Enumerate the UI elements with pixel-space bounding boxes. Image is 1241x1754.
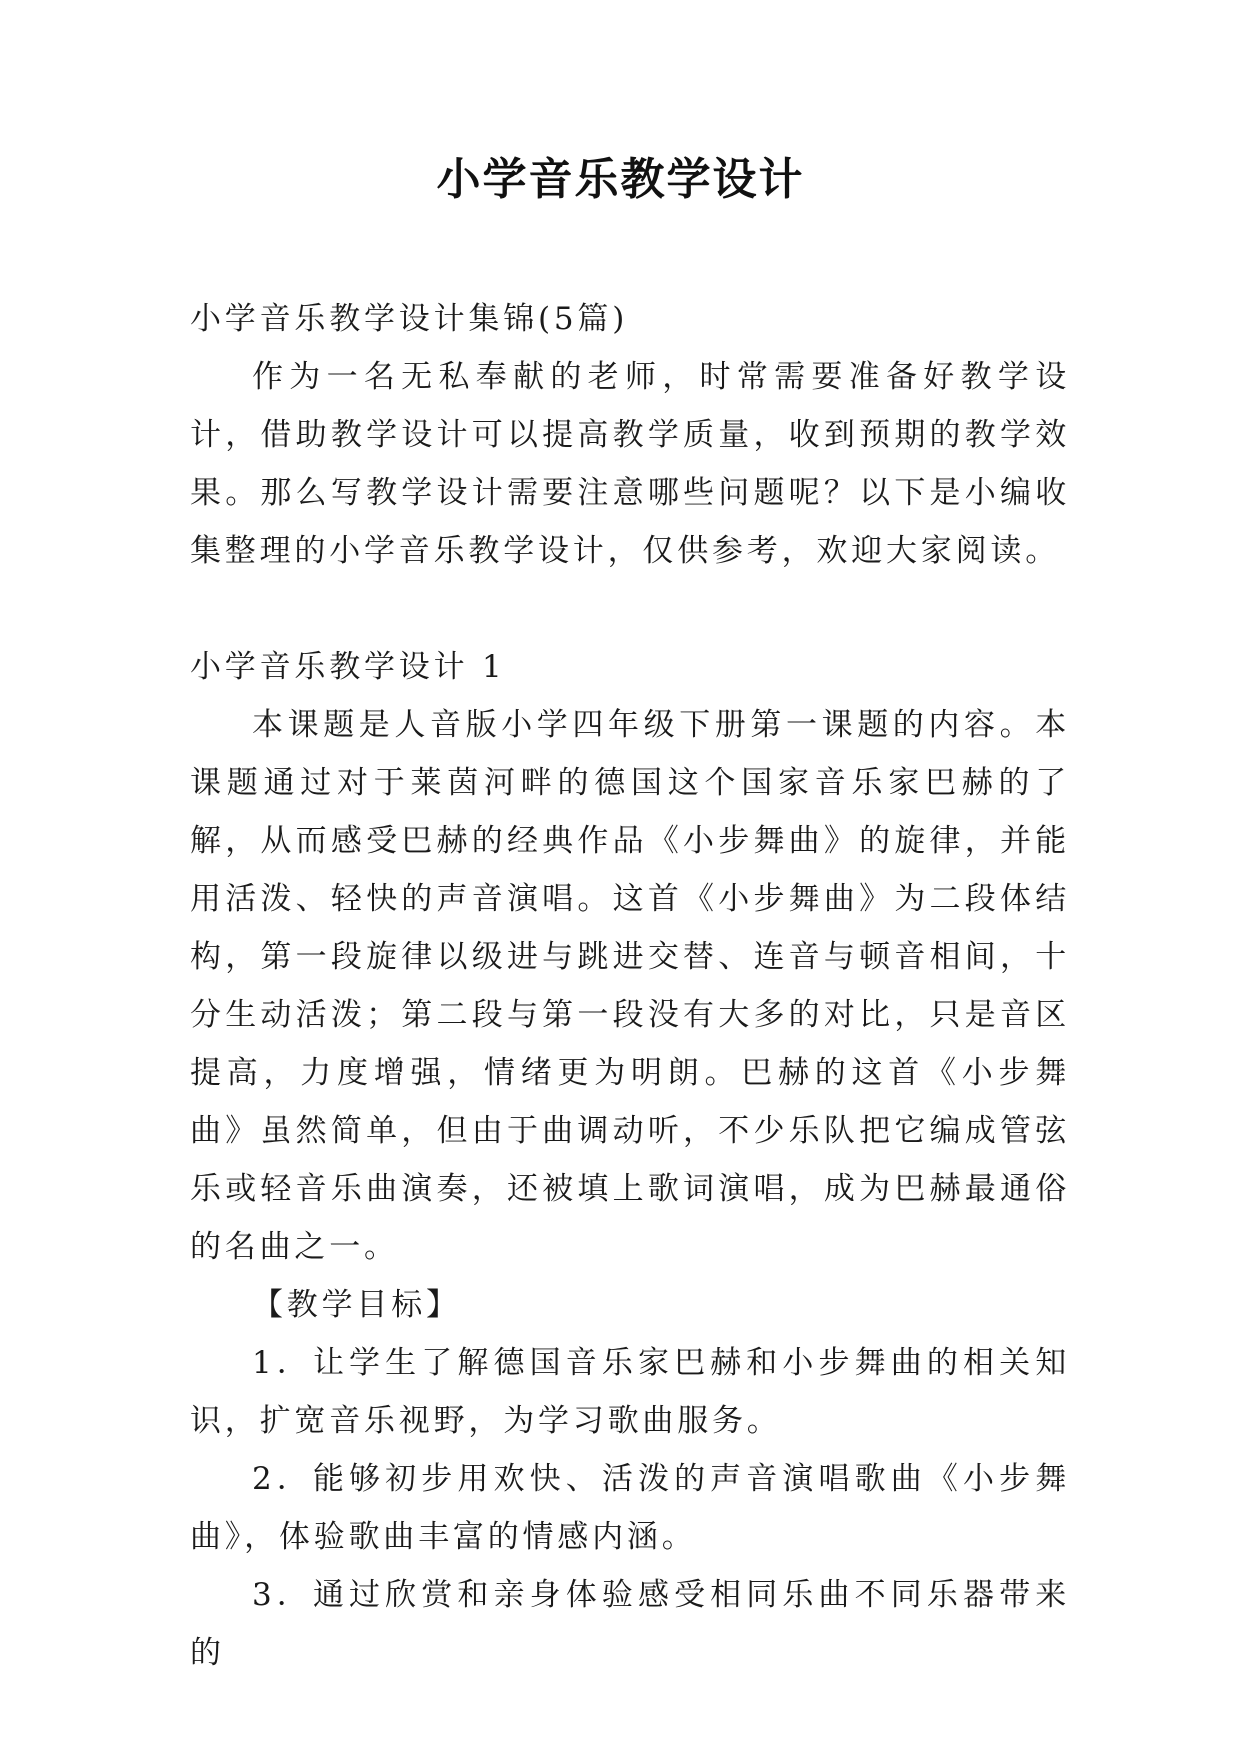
objective-item-2: 2．能够初步用欢快、活泼的声音演唱歌曲《小步舞曲》，体验歌曲丰富的情感内涵。 [190, 1461, 1070, 1555]
objectives-heading: 【教学目标】 [252, 1287, 461, 1323]
document-body [190, 290, 1070, 1682]
document-subtitle: 小学音乐教学设计集锦(5篇) [190, 301, 629, 337]
objective-item-1: 1．让学生了解德国音乐家巴赫和小步舞曲的相关知识，扩宽音乐视野，为学习歌曲服务。 [190, 1345, 1070, 1439]
paragraph-spacer [190, 580, 1070, 638]
section-paragraph: 本课题是人音版小学四年级下册第一课题的内容。本课题通过对于莱茵河畔的德国这个国家音乐家巴赫的了解，从而感受巴赫的经典作品《小步舞曲》的旋律，并能用活泼、轻快的声音演唱。这首《小步舞曲》为二段体结构，第一段旋律以级进与跳进交替、连音与顿音相间，十分生动活泼；第二段与第一段没有大多的对比，只是音区提高，力度增强，情绪更为明朗。巴赫的这首《小步舞曲》虽然简单，但由于曲调动听，不少乐队把它编成管弦乐或轻音乐曲演奏，还被填上歌词演唱，成为巴赫最通俗的名曲之一。 [190, 707, 1070, 1265]
intro-paragraph: 作为一名无私奉献的老师，时常需要准备好教学设计，借助教学设计可以提高教学质量，收到预期的教学效果。那么写教学设计需要注意哪些问题呢？以下是小编收集整理的小学音乐教学设计，仅供参考，欢迎大家阅读。 [190, 359, 1070, 569]
section-heading: 小学音乐教学设计 1 [190, 649, 506, 685]
objective-item-3: 3．通过欣赏和亲身体验感受相同乐曲不同乐器带来的 [190, 1577, 1070, 1671]
document-title: 小学音乐教学设计 [436, 154, 805, 205]
